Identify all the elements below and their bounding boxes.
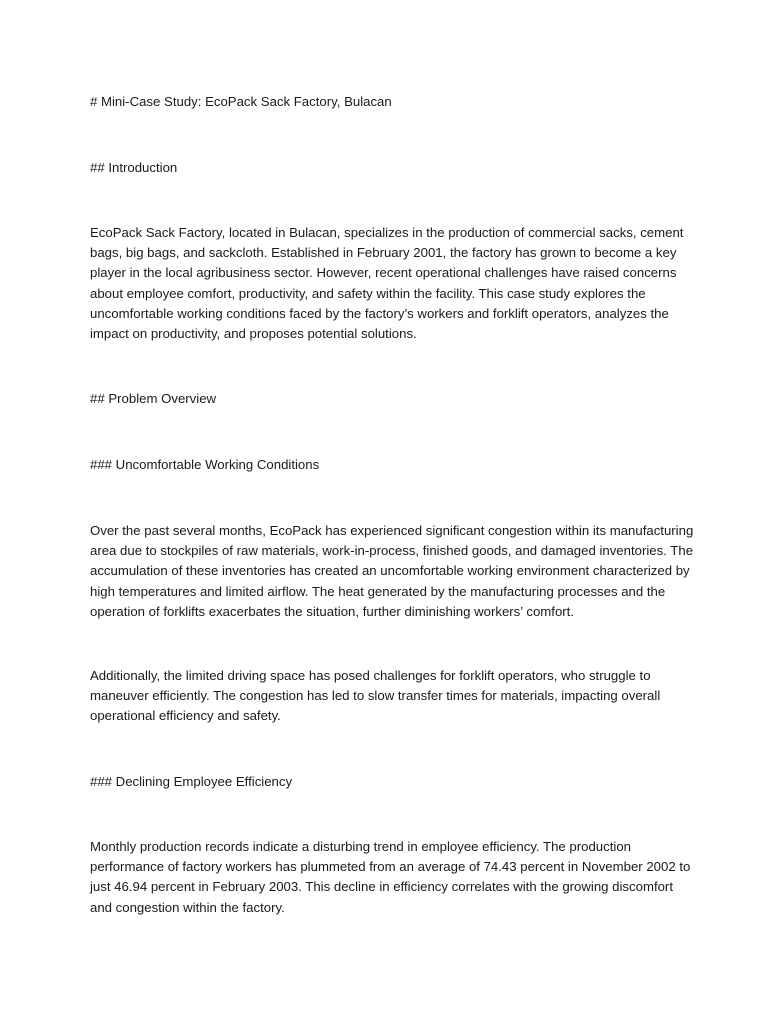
paragraph-line: maneuver efficiently. The congestion has led to slow transfer times for materials, impacting overall	[90, 688, 661, 704]
heading-text: ### Declining Employee Efficiency	[90, 774, 293, 789]
heading-problem-overview	[90, 389, 690, 409]
paragraph-forklift-challenges	[90, 666, 690, 727]
heading-text: ## Problem Overview	[90, 391, 217, 406]
paragraph-line: about employee comfort, productivity, and safety within the facility. This case study explores the	[90, 285, 646, 301]
paragraph-line: impact on productivity, and proposes potential solutions.	[90, 325, 417, 341]
paragraph-line: and congestion within the factory.	[90, 899, 285, 915]
document-title	[90, 92, 690, 112]
heading-introduction	[90, 158, 690, 178]
paragraph-line: performance of factory workers has plummeted from an average of 74.43 percent in November 2002 to	[90, 859, 691, 875]
paragraph-line: accumulation of these inventories has created an uncomfortable working environment characterized by	[90, 563, 690, 579]
paragraph-declining-efficiency	[90, 837, 690, 918]
heading-declining-employee-efficiency	[90, 772, 690, 792]
paragraph-line: just 46.94 percent in February 2003. This decline in efficiency correlates with the growing discomfort	[90, 879, 673, 895]
paragraph-line: EcoPack Sack Factory, located in Bulacan, specializes in the production of commercial sacks, cement	[90, 225, 684, 240]
paragraph-uncomfortable-conditions	[90, 521, 694, 622]
heading-text: ## Introduction	[90, 160, 178, 175]
paragraph-line: operation of forklifts exacerbates the situation, further diminishing workers’ comfort.	[90, 603, 575, 619]
heading-text: ### Uncomfortable Working Conditions	[90, 457, 320, 472]
title-text: # Mini-Case Study: EcoPack Sack Factory, Bulacan	[90, 94, 392, 109]
paragraph-line: high temperatures and limited airflow. The heat generated by the manufacturing processes and the	[90, 583, 666, 599]
paragraph-line: Monthly production records indicate a disturbing trend in employee efficiency. The production	[90, 839, 631, 854]
paragraph-line: uncomfortable working conditions faced by the factory’s workers and forklift operators, analyzes the	[90, 305, 669, 321]
paragraph-line: Additionally, the limited driving space has posed challenges for forklift operators, who struggle to	[90, 668, 651, 683]
paragraph-line: player in the local agribusiness sector. However, recent operational challenges have raised concerns	[90, 265, 677, 281]
paragraph-line: operational efficiency and safety.	[90, 708, 281, 724]
paragraph-line: area due to stockpiles of raw materials, work-in-process, finished goods, and damaged inventories. The	[90, 543, 694, 559]
paragraph-introduction	[90, 223, 690, 344]
heading-uncomfortable-working-conditions	[90, 455, 690, 475]
paragraph-line: bags, big bags, and sackcloth. Established in February 2001, the factory has grown to become a key	[90, 245, 677, 261]
paragraph-line: Over the past several months, EcoPack has experienced significant congestion within its manufacturing	[90, 523, 694, 538]
